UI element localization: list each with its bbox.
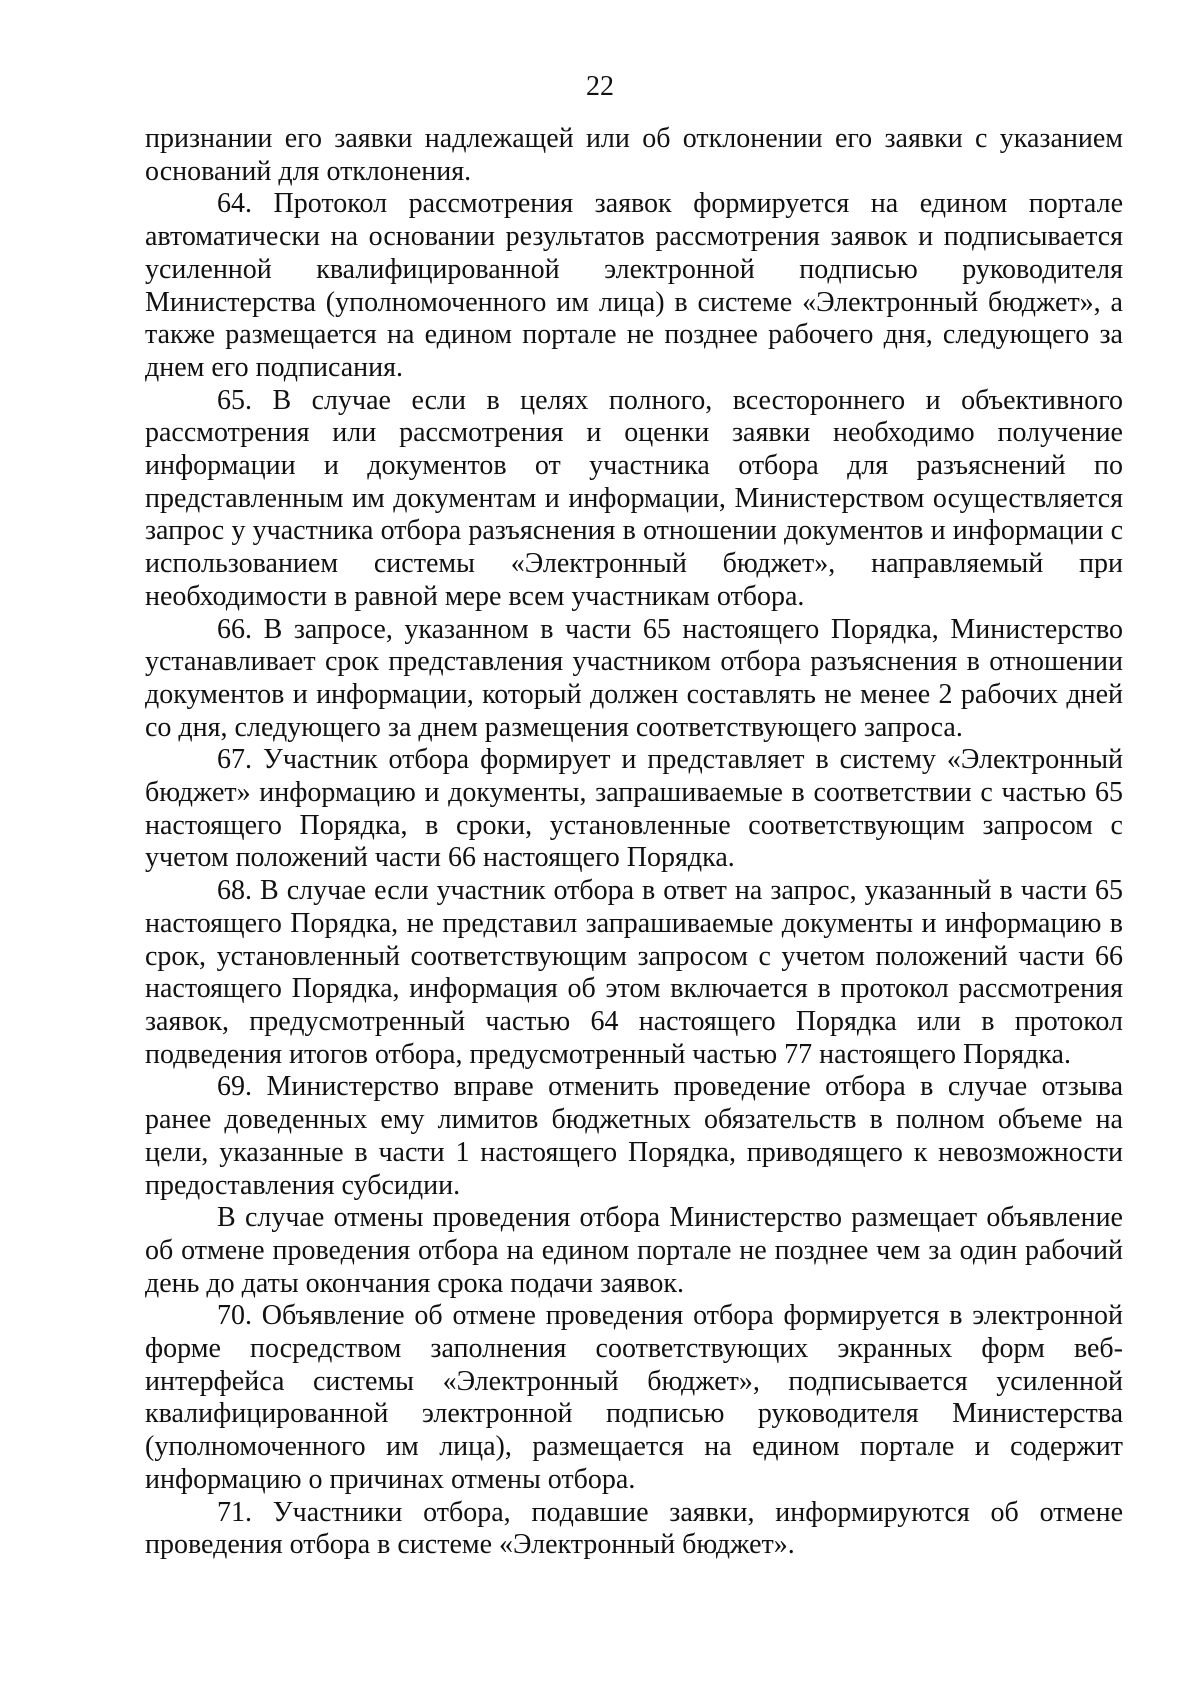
- document-body: [145, 123, 1123, 1562]
- paragraph-69-cont: В случае отмены проведения отбора Министерство размещает объявление об отмене проведения отбора на едином портале не позднее чем за один рабочий день до даты окончания срока подачи заявок.: [145, 1202, 1123, 1299]
- paragraph-66: 66. В запросе, указанном в части 65 настоящего Порядка, Министерство устанавливает срок представления участником отбора разъяснения в отношении документов и информации, который должен составлять не менее 2 рабочих дней со дня, следующего за днем размещения соответствующего запроса.: [145, 613, 1123, 743]
- paragraph-64: 64. Протокол рассмотрения заявок формируется на едином портале автоматически на основании результатов рассмотрения заявок и подписывается усиленной квалифицированной электронной подписью руководителя Министерства (уполномоченного им лица) в системе «Электронный бюджет», а также размещается на едином портале не позднее рабочего дня, следующего за днем его подписания.: [145, 188, 1123, 383]
- paragraph-67: 67. Участник отбора формирует и представляет в систему «Электронный бюджет» информацию и документы, запрашиваемые в соответствии с частью 65 настоящего Порядка, в сроки, установленные соответствующим запросом с учетом положений части 66 настоящего Порядка.: [145, 744, 1123, 874]
- paragraph-65: 65. В случае если в целях полного, всестороннего и объективного рассмотрения или рассмотрения и оценки заявки необходимо получение информации и документов от участника отбора для разъяснений по представленным им документам и информации, Министерством осуществляется запрос у участника отбора разъяснения в отношении документов и информации с использованием системы «Электронный бюджет», направляемый при необходимости в равной мере всем участникам отбора.: [145, 384, 1123, 612]
- paragraph-69: 69. Министерство вправе отменить проведение отбора в случае отзыва ранее доведенных ему лимитов бюджетных обязательств в полном объеме на цели, указанные в части 1 настоящего Порядка, приводящего к невозможности предоставления субсидии.: [145, 1071, 1123, 1201]
- paragraph-68: 68. В случае если участник отбора в ответ на запрос, указанный в части 65 настоящего Порядка, не представил запрашиваемые документы и информацию в срок, установленный соответствующим запросом с учетом положений части 66 настоящего Порядка, информация об этом включается в протокол рассмотрения заявок, предусмотренный частью 64 настоящего Порядка или в протокол подведения итогов отбора, предусмотренный частью 77 настоящего Порядка.: [145, 875, 1123, 1070]
- paragraph-continuation: признании его заявки надлежащей или об отклонении его заявки с указанием оснований для отклонения.: [145, 123, 1123, 187]
- paragraph-71: 71. Участники отбора, подавшие заявки, информируются об отмене проведения отбора в системе «Электронный бюджет».: [145, 1496, 1123, 1561]
- paragraph-70: 70. Объявление об отмене проведения отбора формируется в электронной форме посредством заполнения соответствующих экранных форм веб-интерфейса системы «Электронный бюджет», подписывается усиленной квалифицированной электронной подписью руководителя Министерства (уполномоченного им лица), размещается на едином портале и содержит информацию о причинах отмены отбора.: [145, 1300, 1123, 1495]
- page-number: 22: [586, 71, 614, 102]
